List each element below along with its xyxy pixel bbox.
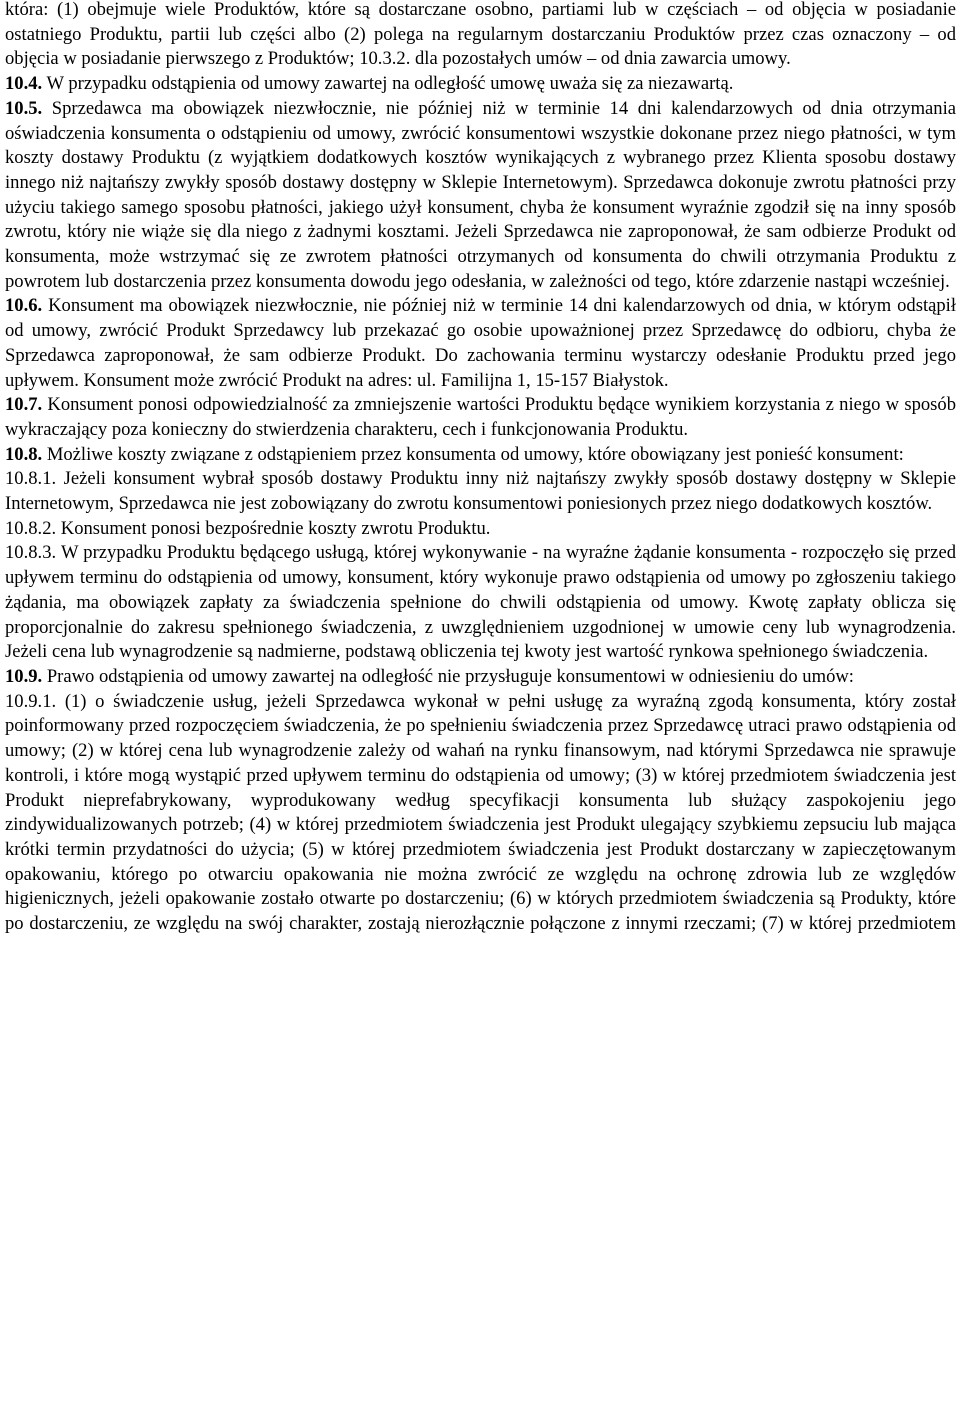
section-number: 10.8.2. (5, 517, 57, 539)
paragraph-10-8-3 (5, 541, 956, 665)
paragraph-text: W przypadku Produktu będącego usługą, której wykonywanie - na wyraźne żądanie konsumenta - rozpoczęło się przed upływem terminu do odstąpienia od umowy, konsument, który wykonuje prawo odstąpienia od umowy po zgłoszeniu takiego żądania, ma obowiązek zapłaty za świadczenia spełnione do chwili odstąpienia od umowy. Kwotę zapłaty oblicza się proporcjonalnie do zakresu spełnionego świadczenia, z uwzględnieniem uzgodnionej w umowie ceny lub wynagrodzenia. Jeżeli cena lub wynagrodzenie są nadmierne, podstawą obliczenia tej kwoty jest wartość rynkowa spełnionego świadczenia. (5, 542, 956, 663)
paragraph-text: która: (1) obejmuje wiele Produktów, które są dostarczane osobno, partiami lub w częściach – od objęcia w posiadanie ostatniego Produktu, partii lub części albo (2) polega na regularnym dostarczaniu Produktów przez czas oznaczony – od objęcia w posiadanie pierwszego z Produktów; 10.3.2. dla pozostałych umów – od dnia zawarcia umowy. (5, 0, 956, 70)
section-number: 10.5. (5, 97, 43, 119)
paragraph-text: Prawo odstąpienia od umowy zawartej na odległość nie przysługuje konsumentowi w odniesieniu do umów: (42, 665, 854, 687)
section-number: 10.9.1. (5, 690, 57, 712)
section-number: 10.6. (5, 295, 43, 317)
paragraph-text: Sprzedawca ma obowiązek niezwłocznie, nie później niż w terminie 14 dni kalendarzowych od dnia otrzymania oświadczenia konsumenta o odstąpieniu od umowy, zwrócić konsumentowi wszystkie dokonane przez niego płatności, w tym koszty dostawy Produktu (z wyjątkiem dodatkowych kosztów wynikających z wybranego przez Klienta sposobu dostawy innego niż najtańszy zwykły sposób dostawy dostępny w Sklepie Internetowym). Sprzedawca dokonuje zwrotu płatności przy użyciu takiego samego sposobu płatności, jakiego użył konsument, chyba że konsument wyraźnie zgodził się na inny sposób zwrotu, który nie wiąże się dla niego z żadnymi kosztami. Jeżeli Sprzedawca nie zaproponował, że sam odbierze Produkt od konsumenta, może wstrzymać się ze zwrotem płatności otrzymanych od konsumenta do chwili otrzymania Produktu z powrotem lub dostarczenia przez konsumenta dowodu jego odesłania, w zależności od tego, które zdarzenie nastąpi wcześniej. (5, 97, 956, 292)
paragraph-text: (1) o świadczenie usług, jeżeli Sprzedawca wykonał w pełni usługę za wyraźną zgodą konsumenta, który został poinformowany przed rozpoczęciem świadczenia, że po spełnieniu świadczenia przez Sprzedawcę utraci prawo odstąpienia od umowy; (2) w której cena lub wynagrodzenie zależy od wahań na rynku finansowym, nad którymi Sprzedawca nie sprawuje kontroli, i które mogą wystąpić przed upływem terminu do odstąpienia od umowy; (3) w której przedmiotem świadczenia jest Produkt nieprefabrykowany, wyprodukowany według specyfikacji konsumenta lub służący zaspokojeniu jego zindywidualizowanych potrzeb; (4) w której przedmiotem świadczenia jest Produkt ulegający szybkiemu zepsuciu lub mająca krótki termin przydatności do użycia; (5) w której przedmiotem świadczenia jest Produkt dostarczany w zapieczętowanym opakowaniu, którego po otwarciu opakowania nie można zwrócić ze względu na ochronę zdrowia lub ze względów higienicznych, jeżeli opakowanie zostało otwarte po dostarczeniu; (6) w których przedmiotem świadczenia są Produkty, które po dostarczeniu, ze względu na swój charakter, zostają nierozłącznie połączone z innymi rzeczami; (7) w której przedmiotem (5, 690, 956, 935)
paragraph-text: Konsument ma obowiązek niezwłocznie, nie później niż w terminie 14 dni kalendarzowych od dnia, w którym odstąpił od umowy, zwrócić Produkt Sprzedawcy lub przekazać go osobie upoważnionej przez Sprzedawcę do odbioru, chyba że Sprzedawca zaproponował, że sam odbierze Produkt. Do zachowania terminu wystarczy odesłanie Produktu przed jego upływem. Konsument może zwrócić Produkt na adres: ul. Familijna 1, 15-157 Białystok. (5, 295, 956, 391)
section-number: 10.4. (5, 73, 43, 95)
section-number: 10.7. (5, 394, 43, 416)
paragraph-10-9 (5, 665, 956, 690)
paragraph-text: Możliwe koszty związane z odstąpieniem przez konsumenta od umowy, które obowiązany jest ponieść konsument: (42, 443, 904, 465)
paragraph-text: W przypadku odstąpienia od umowy zawartej na odległość umowę uważa się za niezawartą. (42, 73, 734, 95)
paragraph-10-9-1 (5, 690, 956, 937)
section-number: 10.9. (5, 665, 43, 687)
paragraph-10-4 (5, 72, 956, 97)
paragraph-10-8-2 (5, 517, 956, 542)
paragraph-10-6 (5, 294, 956, 393)
section-number: 10.8.1. (5, 468, 57, 490)
paragraph-text: Konsument ponosi odpowiedzialność za zmniejszenie wartości Produktu będące wynikiem korzystania z niego w sposób wykraczający poza konieczny do stwierdzenia charakteru, cech i funkcjonowania Produktu. (5, 394, 956, 440)
paragraph-intro (5, 0, 956, 72)
paragraph-10-7 (5, 393, 956, 442)
paragraph-10-5 (5, 97, 956, 295)
paragraph-text: Jeżeli konsument wybrał sposób dostawy Produktu inny niż najtańszy zwykły sposób dostawy dostępny w Sklepie Internetowym, Sprzedawca nie jest zobowiązany do zwrotu konsumentowi poniesionych przez niego dodatkowych kosztów. (5, 468, 956, 515)
paragraph-text: Konsument ponosi bezpośrednie koszty zwrotu Produktu. (56, 517, 491, 539)
paragraph-10-8 (5, 443, 956, 468)
section-number: 10.8. (5, 443, 43, 465)
paragraph-10-8-1 (5, 467, 956, 516)
section-number: 10.8.3. (5, 542, 57, 564)
